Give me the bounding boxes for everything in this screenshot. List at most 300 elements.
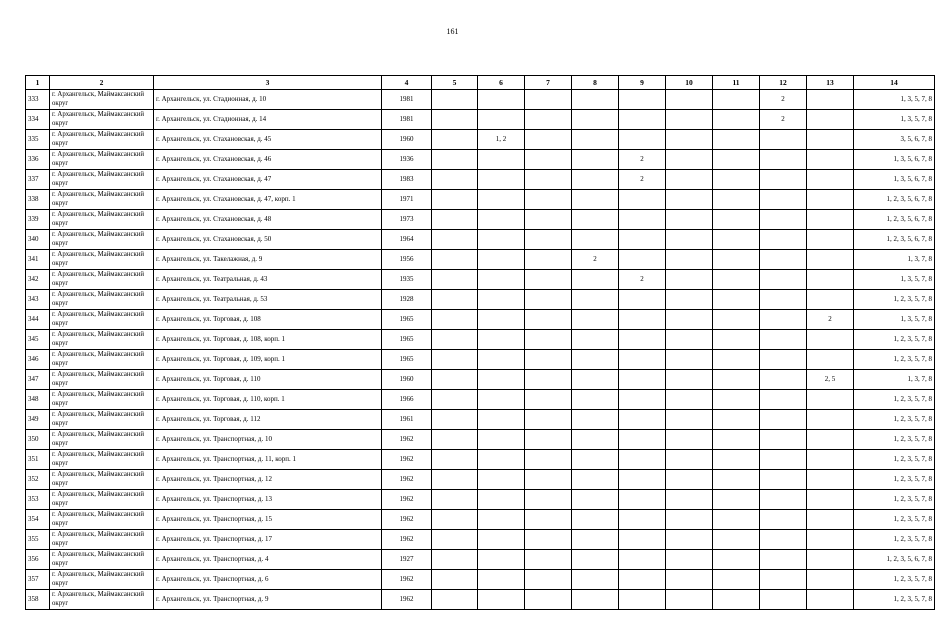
row-number: 333 bbox=[26, 90, 50, 110]
district-cell: г. Архангельск, Маймаксанский округ bbox=[50, 550, 154, 570]
row-number: 340 bbox=[26, 230, 50, 250]
col12-cell bbox=[760, 350, 807, 370]
year-cell: 1962 bbox=[382, 590, 432, 610]
table-row bbox=[26, 390, 935, 410]
col9-cell bbox=[619, 530, 666, 550]
col9-cell bbox=[619, 330, 666, 350]
address-cell: г. Архангельск, ул. Транспортная, д. 10 bbox=[154, 430, 382, 450]
col12-cell bbox=[760, 530, 807, 550]
col9-cell bbox=[619, 110, 666, 130]
col12-cell bbox=[760, 130, 807, 150]
col11-cell bbox=[713, 190, 760, 210]
col12-cell bbox=[760, 490, 807, 510]
col11-cell bbox=[713, 230, 760, 250]
col7-cell bbox=[525, 230, 572, 250]
col7-cell bbox=[525, 490, 572, 510]
col14-cell: 1, 3, 5, 7, 8 bbox=[854, 270, 935, 290]
district-cell: г. Архангельск, Маймаксанский округ bbox=[50, 130, 154, 150]
col12-cell bbox=[760, 450, 807, 470]
year-cell: 1965 bbox=[382, 350, 432, 370]
col7-cell bbox=[525, 370, 572, 390]
table-row bbox=[26, 290, 935, 310]
district-cell: г. Архангельск, Маймаксанский округ bbox=[50, 510, 154, 530]
col14-cell: 1, 2, 3, 5, 7, 8 bbox=[854, 390, 935, 410]
col8-cell bbox=[572, 210, 619, 230]
col5-cell bbox=[432, 390, 478, 410]
year-cell: 1935 bbox=[382, 270, 432, 290]
row-number: 344 bbox=[26, 310, 50, 330]
col5-cell bbox=[432, 210, 478, 230]
col10-cell bbox=[666, 210, 713, 230]
address-cell: г. Архангельск, ул. Торговая, д. 110, корп. 1 bbox=[154, 390, 382, 410]
col9-cell bbox=[619, 430, 666, 450]
col6-cell bbox=[478, 510, 525, 530]
col11-cell bbox=[713, 250, 760, 270]
col7-cell bbox=[525, 170, 572, 190]
col13-cell bbox=[807, 90, 854, 110]
col8-cell bbox=[572, 170, 619, 190]
col9-cell bbox=[619, 130, 666, 150]
col7-cell bbox=[525, 190, 572, 210]
col13-cell bbox=[807, 230, 854, 250]
row-number: 342 bbox=[26, 270, 50, 290]
col14-cell: 1, 2, 3, 5, 6, 7, 8 bbox=[854, 230, 935, 250]
col6-cell bbox=[478, 170, 525, 190]
column-header-13: 13 bbox=[807, 76, 854, 90]
district-cell: г. Архангельск, Маймаксанский округ bbox=[50, 190, 154, 210]
col5-cell bbox=[432, 450, 478, 470]
col7-cell bbox=[525, 350, 572, 370]
col13-cell bbox=[807, 570, 854, 590]
address-cell: г. Архангельск, ул. Торговая, д. 108 bbox=[154, 310, 382, 330]
year-cell: 1983 bbox=[382, 170, 432, 190]
col7-cell bbox=[525, 430, 572, 450]
column-header-2: 2 bbox=[50, 76, 154, 90]
table-row bbox=[26, 190, 935, 210]
address-cell: г. Архангельск, ул. Стахановская, д. 47, корп. 1 bbox=[154, 190, 382, 210]
col13-cell bbox=[807, 250, 854, 270]
column-header-11: 11 bbox=[713, 76, 760, 90]
row-number: 357 bbox=[26, 570, 50, 590]
col10-cell bbox=[666, 450, 713, 470]
col5-cell bbox=[432, 190, 478, 210]
col5-cell bbox=[432, 490, 478, 510]
table-row bbox=[26, 310, 935, 330]
col10-cell bbox=[666, 290, 713, 310]
col14-cell: 1, 2, 3, 5, 6, 7, 8 bbox=[854, 210, 935, 230]
col6-cell bbox=[478, 410, 525, 430]
col5-cell bbox=[432, 170, 478, 190]
col9-cell bbox=[619, 450, 666, 470]
col7-cell bbox=[525, 530, 572, 550]
col5-cell bbox=[432, 110, 478, 130]
col6-cell bbox=[478, 390, 525, 410]
col14-cell: 1, 2, 3, 5, 6, 7, 8 bbox=[854, 550, 935, 570]
col14-cell: 1, 2, 3, 5, 7, 8 bbox=[854, 590, 935, 610]
col14-cell: 1, 2, 3, 5, 7, 8 bbox=[854, 530, 935, 550]
year-cell: 1965 bbox=[382, 310, 432, 330]
address-cell: г. Архангельск, ул. Транспортная, д. 11, корп. 1 bbox=[154, 450, 382, 470]
col5-cell bbox=[432, 530, 478, 550]
district-cell: г. Архангельск, Маймаксанский округ bbox=[50, 530, 154, 550]
col12-cell bbox=[760, 230, 807, 250]
col12-cell bbox=[760, 290, 807, 310]
table-row bbox=[26, 410, 935, 430]
col14-cell: 1, 3, 5, 6, 7, 8 bbox=[854, 150, 935, 170]
col11-cell bbox=[713, 490, 760, 510]
col9-cell: 2 bbox=[619, 150, 666, 170]
col9-cell bbox=[619, 410, 666, 430]
col5-cell bbox=[432, 290, 478, 310]
col13-cell bbox=[807, 470, 854, 490]
row-number: 341 bbox=[26, 250, 50, 270]
col11-cell bbox=[713, 570, 760, 590]
col13-cell bbox=[807, 290, 854, 310]
col7-cell bbox=[525, 130, 572, 150]
col10-cell bbox=[666, 410, 713, 430]
table-row bbox=[26, 510, 935, 530]
col7-cell bbox=[525, 290, 572, 310]
year-cell: 1962 bbox=[382, 430, 432, 450]
col6-cell: 1, 2 bbox=[478, 130, 525, 150]
col10-cell bbox=[666, 250, 713, 270]
col13-cell bbox=[807, 390, 854, 410]
row-number: 346 bbox=[26, 350, 50, 370]
col14-cell: 1, 3, 5, 7, 8 bbox=[854, 310, 935, 330]
col7-cell bbox=[525, 390, 572, 410]
district-cell: г. Архангельск, Маймаксанский округ bbox=[50, 210, 154, 230]
col7-cell bbox=[525, 110, 572, 130]
col7-cell bbox=[525, 470, 572, 490]
table-row bbox=[26, 150, 935, 170]
row-number: 337 bbox=[26, 170, 50, 190]
col10-cell bbox=[666, 430, 713, 450]
col13-cell bbox=[807, 410, 854, 430]
district-cell: г. Архангельск, Маймаксанский округ bbox=[50, 570, 154, 590]
col12-cell bbox=[760, 410, 807, 430]
col8-cell bbox=[572, 90, 619, 110]
col5-cell bbox=[432, 310, 478, 330]
col6-cell bbox=[478, 90, 525, 110]
col14-cell: 1, 2, 3, 5, 7, 8 bbox=[854, 470, 935, 490]
col10-cell bbox=[666, 150, 713, 170]
col10-cell bbox=[666, 530, 713, 550]
col7-cell bbox=[525, 330, 572, 350]
col14-cell: 1, 3, 5, 7, 8 bbox=[854, 90, 935, 110]
column-header-12: 12 bbox=[760, 76, 807, 90]
col7-cell bbox=[525, 410, 572, 430]
col8-cell bbox=[572, 270, 619, 290]
col9-cell bbox=[619, 370, 666, 390]
row-number: 339 bbox=[26, 210, 50, 230]
col6-cell bbox=[478, 570, 525, 590]
col6-cell bbox=[478, 550, 525, 570]
col12-cell bbox=[760, 190, 807, 210]
col10-cell bbox=[666, 350, 713, 370]
col12-cell bbox=[760, 150, 807, 170]
col6-cell bbox=[478, 110, 525, 130]
col11-cell bbox=[713, 470, 760, 490]
col12-cell bbox=[760, 250, 807, 270]
year-cell: 1981 bbox=[382, 90, 432, 110]
col12-cell: 2 bbox=[760, 110, 807, 130]
col11-cell bbox=[713, 90, 760, 110]
col14-cell: 1, 2, 3, 5, 7, 8 bbox=[854, 570, 935, 590]
col10-cell bbox=[666, 390, 713, 410]
col7-cell bbox=[525, 550, 572, 570]
col5-cell bbox=[432, 470, 478, 490]
district-cell: г. Архангельск, Маймаксанский округ bbox=[50, 250, 154, 270]
address-cell: г. Архангельск, ул. Транспортная, д. 9 bbox=[154, 590, 382, 610]
table-row bbox=[26, 490, 935, 510]
col7-cell bbox=[525, 570, 572, 590]
col9-cell: 2 bbox=[619, 270, 666, 290]
year-cell: 1965 bbox=[382, 330, 432, 350]
district-cell: г. Архангельск, Маймаксанский округ bbox=[50, 90, 154, 110]
col12-cell bbox=[760, 270, 807, 290]
col11-cell bbox=[713, 530, 760, 550]
col6-cell bbox=[478, 470, 525, 490]
col11-cell bbox=[713, 390, 760, 410]
col8-cell bbox=[572, 390, 619, 410]
col12-cell bbox=[760, 370, 807, 390]
col12-cell: 2 bbox=[760, 90, 807, 110]
district-cell: г. Архангельск, Маймаксанский округ bbox=[50, 410, 154, 430]
address-cell: г. Архангельск, ул. Стадионная, д. 10 bbox=[154, 90, 382, 110]
table-row bbox=[26, 370, 935, 390]
col8-cell: 2 bbox=[572, 250, 619, 270]
col5-cell bbox=[432, 590, 478, 610]
col8-cell bbox=[572, 470, 619, 490]
district-cell: г. Архангельск, Маймаксанский округ bbox=[50, 590, 154, 610]
district-cell: г. Архангельск, Маймаксанский округ bbox=[50, 490, 154, 510]
table-row bbox=[26, 130, 935, 150]
col13-cell: 2 bbox=[807, 310, 854, 330]
col7-cell bbox=[525, 510, 572, 530]
col5-cell bbox=[432, 150, 478, 170]
address-cell: г. Архангельск, ул. Стахановская, д. 46 bbox=[154, 150, 382, 170]
col7-cell bbox=[525, 210, 572, 230]
table-row bbox=[26, 250, 935, 270]
col14-cell: 1, 3, 5, 7, 8 bbox=[854, 110, 935, 130]
col6-cell bbox=[478, 590, 525, 610]
table-row bbox=[26, 110, 935, 130]
col11-cell bbox=[713, 550, 760, 570]
col9-cell bbox=[619, 90, 666, 110]
col13-cell bbox=[807, 430, 854, 450]
col8-cell bbox=[572, 570, 619, 590]
district-cell: г. Архангельск, Маймаксанский округ bbox=[50, 390, 154, 410]
col13-cell bbox=[807, 270, 854, 290]
district-cell: г. Архангельск, Маймаксанский округ bbox=[50, 290, 154, 310]
district-cell: г. Архангельск, Маймаксанский округ bbox=[50, 170, 154, 190]
address-cell: г. Архангельск, ул. Стадионная, д. 14 bbox=[154, 110, 382, 130]
col12-cell bbox=[760, 510, 807, 530]
address-cell: г. Архангельск, ул. Транспортная, д. 6 bbox=[154, 570, 382, 590]
col14-cell: 1, 2, 3, 5, 7, 8 bbox=[854, 510, 935, 530]
col13-cell bbox=[807, 130, 854, 150]
year-cell: 1981 bbox=[382, 110, 432, 130]
row-number: 350 bbox=[26, 430, 50, 450]
column-header-3: 3 bbox=[154, 76, 382, 90]
col7-cell bbox=[525, 90, 572, 110]
col5-cell bbox=[432, 510, 478, 530]
col11-cell bbox=[713, 410, 760, 430]
address-cell: г. Архангельск, ул. Транспортная, д. 15 bbox=[154, 510, 382, 530]
row-number: 347 bbox=[26, 370, 50, 390]
district-cell: г. Архангельск, Маймаксанский округ bbox=[50, 270, 154, 290]
col8-cell bbox=[572, 330, 619, 350]
col10-cell bbox=[666, 330, 713, 350]
col14-cell: 1, 3, 5, 6, 7, 8 bbox=[854, 170, 935, 190]
col14-cell: 1, 2, 3, 5, 7, 8 bbox=[854, 330, 935, 350]
col9-cell: 2 bbox=[619, 170, 666, 190]
col9-cell bbox=[619, 490, 666, 510]
col5-cell bbox=[432, 330, 478, 350]
col8-cell bbox=[572, 510, 619, 530]
address-cell: г. Архангельск, ул. Транспортная, д. 12 bbox=[154, 470, 382, 490]
col10-cell bbox=[666, 270, 713, 290]
col10-cell bbox=[666, 310, 713, 330]
table-row bbox=[26, 170, 935, 190]
col5-cell bbox=[432, 270, 478, 290]
table-row bbox=[26, 530, 935, 550]
col11-cell bbox=[713, 270, 760, 290]
col11-cell bbox=[713, 370, 760, 390]
col14-cell: 1, 2, 3, 5, 7, 8 bbox=[854, 410, 935, 430]
column-header-9: 9 bbox=[619, 76, 666, 90]
address-cell: г. Архангельск, ул. Транспортная, д. 4 bbox=[154, 550, 382, 570]
column-header-8: 8 bbox=[572, 76, 619, 90]
row-number: 354 bbox=[26, 510, 50, 530]
row-number: 355 bbox=[26, 530, 50, 550]
year-cell: 1928 bbox=[382, 290, 432, 310]
col11-cell bbox=[713, 290, 760, 310]
col9-cell bbox=[619, 230, 666, 250]
row-number: 345 bbox=[26, 330, 50, 350]
col10-cell bbox=[666, 550, 713, 570]
col13-cell bbox=[807, 450, 854, 470]
col6-cell bbox=[478, 330, 525, 350]
table-row bbox=[26, 590, 935, 610]
col6-cell bbox=[478, 310, 525, 330]
col9-cell bbox=[619, 550, 666, 570]
col13-cell bbox=[807, 550, 854, 570]
col11-cell bbox=[713, 210, 760, 230]
col5-cell bbox=[432, 550, 478, 570]
col6-cell bbox=[478, 190, 525, 210]
table-row bbox=[26, 270, 935, 290]
page-number: 161 bbox=[446, 27, 459, 36]
col7-cell bbox=[525, 310, 572, 330]
row-number: 353 bbox=[26, 490, 50, 510]
col10-cell bbox=[666, 190, 713, 210]
col10-cell bbox=[666, 230, 713, 250]
col7-cell bbox=[525, 590, 572, 610]
col10-cell bbox=[666, 590, 713, 610]
col12-cell bbox=[760, 470, 807, 490]
col12-cell bbox=[760, 550, 807, 570]
address-cell: г. Архангельск, ул. Торговая, д. 109, корп. 1 bbox=[154, 350, 382, 370]
col13-cell bbox=[807, 490, 854, 510]
col10-cell bbox=[666, 510, 713, 530]
table-row bbox=[26, 450, 935, 470]
district-cell: г. Архангельск, Маймаксанский округ bbox=[50, 150, 154, 170]
column-header-10: 10 bbox=[666, 76, 713, 90]
year-cell: 1962 bbox=[382, 510, 432, 530]
row-number: 356 bbox=[26, 550, 50, 570]
col9-cell bbox=[619, 250, 666, 270]
address-cell: г. Архангельск, ул. Стахановская, д. 48 bbox=[154, 210, 382, 230]
col13-cell bbox=[807, 210, 854, 230]
table-body bbox=[26, 90, 935, 610]
col14-cell: 1, 2, 3, 5, 7, 8 bbox=[854, 290, 935, 310]
col11-cell bbox=[713, 130, 760, 150]
address-cell: г. Архангельск, ул. Театральная, д. 53 bbox=[154, 290, 382, 310]
col12-cell bbox=[760, 210, 807, 230]
col11-cell bbox=[713, 590, 760, 610]
col8-cell bbox=[572, 350, 619, 370]
row-number: 338 bbox=[26, 190, 50, 210]
col12-cell bbox=[760, 430, 807, 450]
table-row bbox=[26, 430, 935, 450]
address-cell: г. Архангельск, ул. Транспортная, д. 17 bbox=[154, 530, 382, 550]
col14-cell: 1, 2, 3, 5, 7, 8 bbox=[854, 350, 935, 370]
col11-cell bbox=[713, 350, 760, 370]
table-row bbox=[26, 90, 935, 110]
col14-cell: 1, 2, 3, 5, 7, 8 bbox=[854, 430, 935, 450]
table-row bbox=[26, 350, 935, 370]
year-cell: 1936 bbox=[382, 150, 432, 170]
col5-cell bbox=[432, 570, 478, 590]
register-table bbox=[25, 75, 935, 610]
col12-cell bbox=[760, 330, 807, 350]
year-cell: 1956 bbox=[382, 250, 432, 270]
year-cell: 1962 bbox=[382, 570, 432, 590]
year-cell: 1962 bbox=[382, 450, 432, 470]
district-cell: г. Архангельск, Маймаксанский округ bbox=[50, 350, 154, 370]
col6-cell bbox=[478, 250, 525, 270]
year-cell: 1960 bbox=[382, 130, 432, 150]
col8-cell bbox=[572, 190, 619, 210]
district-cell: г. Архангельск, Маймаксанский округ bbox=[50, 470, 154, 490]
col10-cell bbox=[666, 570, 713, 590]
district-cell: г. Архангельск, Маймаксанский округ bbox=[50, 370, 154, 390]
col13-cell bbox=[807, 590, 854, 610]
col9-cell bbox=[619, 390, 666, 410]
column-header-7: 7 bbox=[525, 76, 572, 90]
col5-cell bbox=[432, 430, 478, 450]
column-header-4: 4 bbox=[382, 76, 432, 90]
address-cell: г. Архангельск, ул. Такелажная, д. 9 bbox=[154, 250, 382, 270]
header-row bbox=[26, 76, 935, 90]
district-cell: г. Архангельск, Маймаксанский округ bbox=[50, 430, 154, 450]
table-header bbox=[26, 76, 935, 90]
col7-cell bbox=[525, 270, 572, 290]
table-row bbox=[26, 210, 935, 230]
col8-cell bbox=[572, 550, 619, 570]
col12-cell bbox=[760, 590, 807, 610]
col12-cell bbox=[760, 310, 807, 330]
col6-cell bbox=[478, 530, 525, 550]
col11-cell bbox=[713, 330, 760, 350]
col9-cell bbox=[619, 470, 666, 490]
col8-cell bbox=[572, 150, 619, 170]
col9-cell bbox=[619, 590, 666, 610]
col6-cell bbox=[478, 210, 525, 230]
col5-cell bbox=[432, 90, 478, 110]
col6-cell bbox=[478, 290, 525, 310]
